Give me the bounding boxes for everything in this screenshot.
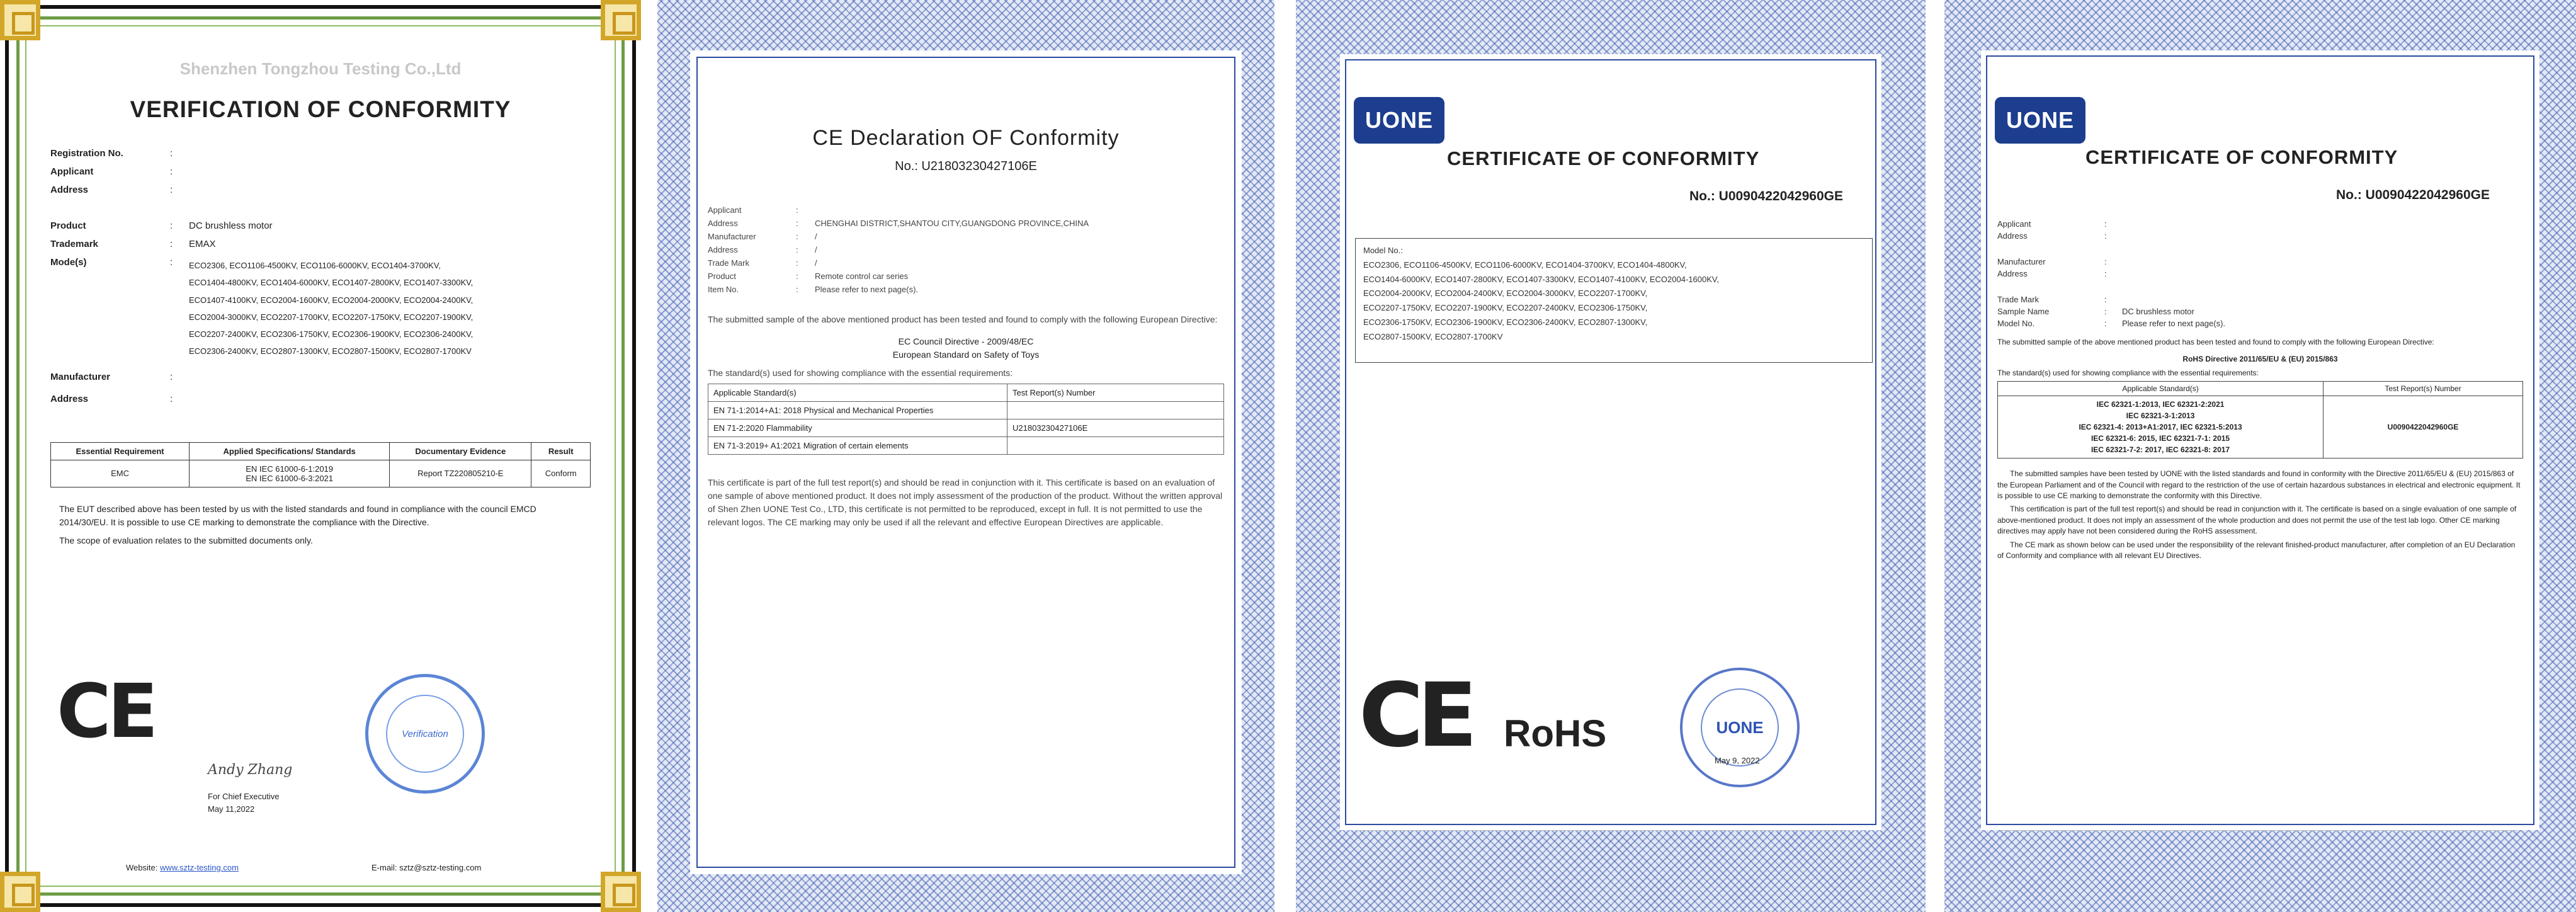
standard-line: EN IEC 61000-6-3:2021 bbox=[246, 473, 334, 483]
email-value: sztz@sztz-testing.com bbox=[399, 863, 482, 872]
table-header-row bbox=[51, 442, 591, 460]
standards-table bbox=[708, 384, 1224, 455]
standard-line: IEC 62321-4: 2013+A1:2017, IEC 62321-5:2013 bbox=[2079, 423, 2242, 432]
table-cell bbox=[1007, 437, 1224, 455]
models-list bbox=[189, 257, 591, 360]
model-label: Model No.: bbox=[1363, 246, 1403, 255]
field-label: Applicant bbox=[50, 166, 94, 177]
model-line: ECO1407-4100KV, ECO2004-1600KV, ECO2004-2000KV, ECO2004-2400KV, bbox=[189, 295, 474, 305]
scope-text: The scope of evaluation relates to the submitted documents only. bbox=[59, 535, 313, 545]
certificate-ce-declaration bbox=[657, 0, 1274, 912]
field-label: Manufacturer bbox=[50, 371, 111, 382]
table-cell: Report TZ220805210-E bbox=[390, 460, 531, 487]
field-label: Trade Mark bbox=[1997, 295, 2039, 304]
field-label: Manufacturer bbox=[708, 232, 756, 241]
field-value bbox=[815, 205, 1224, 215]
footer-address bbox=[2001, 830, 2517, 856]
table-header: Essential Requirement bbox=[51, 442, 190, 460]
directive-line: European Standard on Safety of Toys bbox=[892, 350, 1040, 360]
issue-date: May 11,2022 bbox=[208, 804, 255, 814]
model-line: ECO1404-4800KV, ECO1404-6000KV, ECO1407-2800KV, ECO1407-3300KV, bbox=[189, 278, 474, 288]
field-row: Trade Mark : bbox=[1997, 295, 2107, 304]
field-label: Manufacturer bbox=[1997, 257, 2046, 266]
statement: The submitted sample of the above mentioned product has been tested and found to comply with the following European Directive: bbox=[708, 314, 1218, 324]
uone-logo: UONE bbox=[1354, 97, 1444, 144]
rohs-mark-icon: RoHS bbox=[1504, 712, 1607, 755]
table-cell bbox=[190, 460, 390, 487]
field-row: Address : bbox=[1997, 231, 2107, 241]
standard-line: IEC 62321-1:2013, IEC 62321-2:2021 bbox=[2096, 400, 2225, 409]
field-label: Address bbox=[1997, 269, 2028, 278]
field-value: Please refer to next page(s). bbox=[815, 285, 919, 294]
cert1-fields bbox=[50, 148, 591, 404]
signer-title: For Chief Executive bbox=[208, 792, 280, 801]
cert-title: VERIFICATION OF CONFORMITY bbox=[130, 96, 511, 122]
field-row: Address : / bbox=[708, 245, 1224, 254]
website-line bbox=[126, 863, 239, 872]
field-row: Address : bbox=[1997, 269, 2107, 278]
table-header: Test Report(s) Number bbox=[2324, 382, 2523, 396]
table-cell: Conform bbox=[531, 460, 591, 487]
field-label: Address bbox=[708, 219, 738, 228]
table-cell bbox=[1007, 402, 1224, 419]
field-value: DC brushless motor bbox=[2122, 307, 2194, 316]
standard-line: IEC 62321-3-1:2013 bbox=[2126, 411, 2195, 421]
footer-text: This certificate is part of the full test report(s) and should be read in conjunction with it. This certificate is based on an evaluation of one sample of above mentioned product. It does not imply assessment of the production of the product. Without the written approval of Shen Zhen UONE Test Co., LTD, this certificate is not permitted to be reproduced, except in full. It is not permitted to use the relevant logos. The CE marking may only be used if all the relevant and effective European Directives are applicable. bbox=[708, 477, 1223, 527]
field-product: Product : DC brushless motor bbox=[50, 220, 591, 231]
field-manufacturer-address: Address : bbox=[50, 393, 173, 404]
field-label: Sample Name bbox=[1997, 307, 2050, 316]
model-line: ECO2306-1750KV, ECO2306-1900KV, ECO2306-2400KV, ECO2807-1300KV, bbox=[1363, 317, 1648, 327]
email-label: E-mail: bbox=[372, 863, 397, 872]
model-line: ECO1404-6000KV, ECO1407-2800KV, ECO1407-3300KV, ECO1407-4100KV, ECO2004-1600KV, bbox=[1363, 274, 1719, 284]
field-value: / bbox=[815, 258, 817, 268]
certificate-uone-models bbox=[1296, 0, 1926, 912]
corner-ornament-icon bbox=[0, 872, 40, 912]
field-label: Product bbox=[708, 271, 736, 281]
field-applicant: Applicant : bbox=[50, 166, 591, 177]
table-row bbox=[708, 437, 1224, 455]
table-header: Test Report(s) Number bbox=[1007, 384, 1224, 402]
field-label: Address bbox=[50, 185, 89, 195]
model-line: ECO2306-2400KV, ECO2807-1300KV, ECO2807-1500KV, ECO2807-1700KV bbox=[189, 346, 472, 356]
field-row: Sample Name : DC brushless motor bbox=[1997, 307, 2194, 316]
footer-address bbox=[1359, 830, 1850, 856]
model-line: ECO2306, ECO1106-4500KV, ECO1106-6000KV, ECO1404-3700KV, ECO1404-4800KV, bbox=[1363, 259, 1687, 270]
field-label: Trade Mark bbox=[708, 258, 749, 268]
verification-stamp-icon bbox=[365, 674, 485, 794]
standard-line: EN IEC 61000-6-1:2019 bbox=[246, 464, 334, 474]
standard-line: IEC 62321-6: 2015, IEC 62321-7-1: 2015 bbox=[2091, 434, 2230, 443]
field-value: / bbox=[815, 232, 817, 241]
cert-title: CERTIFICATE OF CONFORMITY bbox=[1447, 147, 1760, 169]
ce-mark-icon: CE bbox=[57, 668, 155, 755]
table-header: Applied Specifications/ Standards bbox=[190, 442, 390, 460]
model-line: ECO2207-1750KV, ECO2207-1900KV, ECO2207-2400KV, ECO2306-1750KV, bbox=[1363, 303, 1648, 312]
cert4-body bbox=[1997, 217, 2523, 561]
table-header-row bbox=[708, 384, 1224, 402]
field-value bbox=[189, 166, 591, 177]
field-value bbox=[189, 185, 591, 195]
field-label: Address bbox=[50, 393, 89, 404]
statement: The submitted sample of the above mentioned product has been tested and found to comply with the following European Directive: bbox=[1997, 338, 2434, 346]
models-box bbox=[1355, 238, 1873, 363]
field-trademark: Trademark : EMAX bbox=[50, 239, 591, 249]
model-line: ECO2207-2400KV, ECO2306-1750KV, ECO2306-1900KV, ECO2306-2400KV, bbox=[189, 329, 474, 339]
cert-number: No.: U21803230427106E bbox=[895, 159, 1037, 173]
field-value: Remote control car series bbox=[815, 271, 909, 281]
certificate-verification-of-conformity bbox=[0, 0, 641, 912]
uone-logo: UONE bbox=[1995, 97, 2085, 144]
field-manufacturer: Manufacturer : bbox=[50, 371, 173, 382]
model-line: ECO2306, ECO1106-4500KV, ECO1106-6000KV, ECO1404-3700KV, bbox=[189, 261, 441, 270]
field-value: / bbox=[815, 245, 817, 254]
field-row: Applicant : bbox=[708, 205, 1224, 215]
standards-table bbox=[1997, 381, 2523, 459]
field-label: Registration No. bbox=[50, 148, 123, 159]
field-row: Manufacturer : / bbox=[708, 232, 1224, 241]
issue-date: May 9, 2022 bbox=[1715, 756, 1760, 765]
field-label: Applicant bbox=[708, 205, 742, 215]
field-value: DC brushless motor bbox=[189, 220, 273, 231]
cert-number: No.: U0090422042960GE bbox=[1689, 189, 1843, 203]
stamp-text: Verification bbox=[386, 695, 464, 773]
statement: The EUT described above has been tested by us with the listed standards and found in compliance with the council EMCD 2014/30/EU. It is possible to use CE marking to demonstrate the compliance with the Directive. bbox=[59, 503, 536, 527]
table-row bbox=[1998, 396, 2523, 459]
stamp-text: UONE bbox=[1701, 688, 1779, 767]
table-header: Result bbox=[531, 442, 591, 460]
paragraph: The CE mark as shown below can be used under the responsibility of the relevant finished-product manufacturer, after completion of an EU Declaration of Conformity and compliance with all relevant EU Directives. bbox=[1997, 540, 2516, 560]
cert1-content bbox=[50, 44, 591, 874]
model-line: ECO2004-2000KV, ECO2004-2400KV, ECO2004-3000KV, ECO2207-1700KV, bbox=[1363, 288, 1648, 299]
field-row: Product : Remote control car series bbox=[708, 271, 1224, 281]
cert-title: CE Declaration OF Conformity bbox=[812, 126, 1120, 150]
table-cell: EN 71-2:2020 Flammability bbox=[708, 419, 1007, 437]
cert-number: No.: U0090422042960GE bbox=[2336, 188, 2490, 202]
field-label: Address bbox=[708, 245, 738, 254]
field-address: Address : bbox=[50, 185, 591, 195]
field-value bbox=[189, 148, 591, 159]
standards-table bbox=[50, 442, 591, 487]
directive-line: RoHS Directive 2011/65/EU & (EU) 2015/863 bbox=[2182, 355, 2338, 364]
table-cell: EN 71-1:2014+A1: 2018 Physical and Mechanical Properties bbox=[708, 402, 1007, 419]
field-label: Product bbox=[50, 220, 86, 231]
standards-note: The standard(s) used for showing compliance with the essential requirements: bbox=[708, 368, 1013, 378]
signature: Andy Zhang bbox=[208, 762, 293, 778]
field-row: Address : CHENGHAI DISTRICT,SHANTOU CITY,GUANGDONG PROVINCE,CHINA bbox=[708, 219, 1224, 228]
table-cell: U21803230427106E bbox=[1007, 419, 1224, 437]
field-row: Applicant : bbox=[1997, 219, 2107, 229]
table-row bbox=[708, 419, 1224, 437]
field-value: EMAX bbox=[189, 239, 216, 249]
table-row bbox=[51, 460, 591, 487]
table-cell: EN 71-3:2019+ A1:2021 Migration of certain elements bbox=[708, 437, 1007, 455]
paragraph: The submitted samples have been tested by UONE with the listed standards and found in conformity with the Directive 2011/65/EU & (EU) 2015/863 of the European Parliament and of the Council with regard to the restriction of the use of certain hazardous substances in electrical and electronic equipment. It is possible to use CE marking to demonstrate the conformity with this Directive. bbox=[1997, 469, 2521, 500]
standard-line: IEC 62321-7-2: 2017, IEC 62321-8: 2017 bbox=[2091, 445, 2230, 455]
field-registration: Registration No. : bbox=[50, 148, 591, 159]
field-label: Trademark bbox=[50, 239, 98, 249]
corner-ornament-icon bbox=[0, 0, 40, 40]
website-link[interactable]: www.sztz-testing.com bbox=[159, 863, 239, 872]
field-row: Item No. : Please refer to next page(s). bbox=[708, 285, 1224, 294]
field-models: Mode(s) : ECO2306, ECO1106-4500KV, ECO1106-6000KV, ECO1404-3700KV, ECO1404-4800KV, ECO1404-6000KV, ECO1407-2800KV, ECO1407-3300KV, ECO1407-4100KV, ECO2004-1600KV, ECO2004-2000KV, ECO2004-2400KV, ECO2004-3000KV, ECO2207-1700KV, ECO2207-1750KV, ECO2207-1900KV, ECO2207-2400KV, ECO2306-1750KV, ECO2306-1900KV, ECO2306-2400KV, ECO2306-2400KV, ECO2807-1300KV, ECO2807-1500KV, ECO2807-1700KV bbox=[50, 257, 591, 360]
field-row: Model No. : Please refer to next page(s). bbox=[1997, 319, 2226, 328]
ce-mark-icon: CE bbox=[1359, 664, 1472, 767]
uone-stamp-icon bbox=[1680, 668, 1800, 787]
table-row bbox=[708, 402, 1224, 419]
table-header: Applicable Standard(s) bbox=[1998, 382, 2324, 396]
field-label: Applicant bbox=[1997, 219, 2031, 229]
email-line bbox=[372, 863, 481, 872]
model-line: ECO2004-3000KV, ECO2207-1700KV, ECO2207-1750KV, ECO2207-1900KV, bbox=[189, 312, 474, 322]
field-value: Please refer to next page(s). bbox=[2122, 319, 2226, 328]
directive-line: EC Council Directive - 2009/48/EC bbox=[898, 336, 1034, 346]
paragraph: This certification is part of the full test report(s) and should be read in conjunction with it. The certificate is based on a single evaluation of one sample of above-mentioned product. It does not imply an assessment of the whole production and does not permit the use of the test lab logo. Other CE marking directives may apply have not been considered during the RoHS assessment. bbox=[1997, 504, 2517, 536]
cert-title: CERTIFICATE OF CONFORMITY bbox=[2085, 146, 2398, 168]
website-label: Website: bbox=[126, 863, 158, 872]
model-line: ECO2807-1500KV, ECO2807-1700KV bbox=[1363, 331, 1503, 341]
table-header: Documentary Evidence bbox=[390, 442, 531, 460]
certificate-uone-rohs bbox=[1944, 0, 2576, 912]
cert2-content bbox=[708, 126, 1224, 836]
lab-name: Shenzhen Tongzhou Testing Co.,Ltd bbox=[179, 59, 462, 78]
field-label: Mode(s) bbox=[50, 257, 87, 268]
field-value: CHENGHAI DISTRICT,SHANTOU CITY,GUANGDONG PROVINCE,CHINA bbox=[815, 219, 1089, 228]
table-cell: U0090422042960GE bbox=[2324, 396, 2523, 459]
field-row: Trade Mark : / bbox=[708, 258, 1224, 268]
table-header-row bbox=[1998, 382, 2523, 396]
field-label: Item No. bbox=[708, 285, 739, 294]
table-header: Applicable Standard(s) bbox=[708, 384, 1007, 402]
field-label: Model No. bbox=[1997, 319, 2035, 328]
corner-ornament-icon bbox=[601, 0, 641, 40]
corner-ornament-icon bbox=[601, 872, 641, 912]
table-cell: EMC bbox=[51, 460, 190, 487]
cert2-fields bbox=[708, 205, 1224, 294]
field-row: Manufacturer : bbox=[1997, 257, 2107, 266]
standards-note: The standard(s) used for showing compliance with the essential requirements: bbox=[1997, 368, 2259, 377]
field-label: Address bbox=[1997, 231, 2028, 241]
table-cell bbox=[1998, 396, 2324, 459]
